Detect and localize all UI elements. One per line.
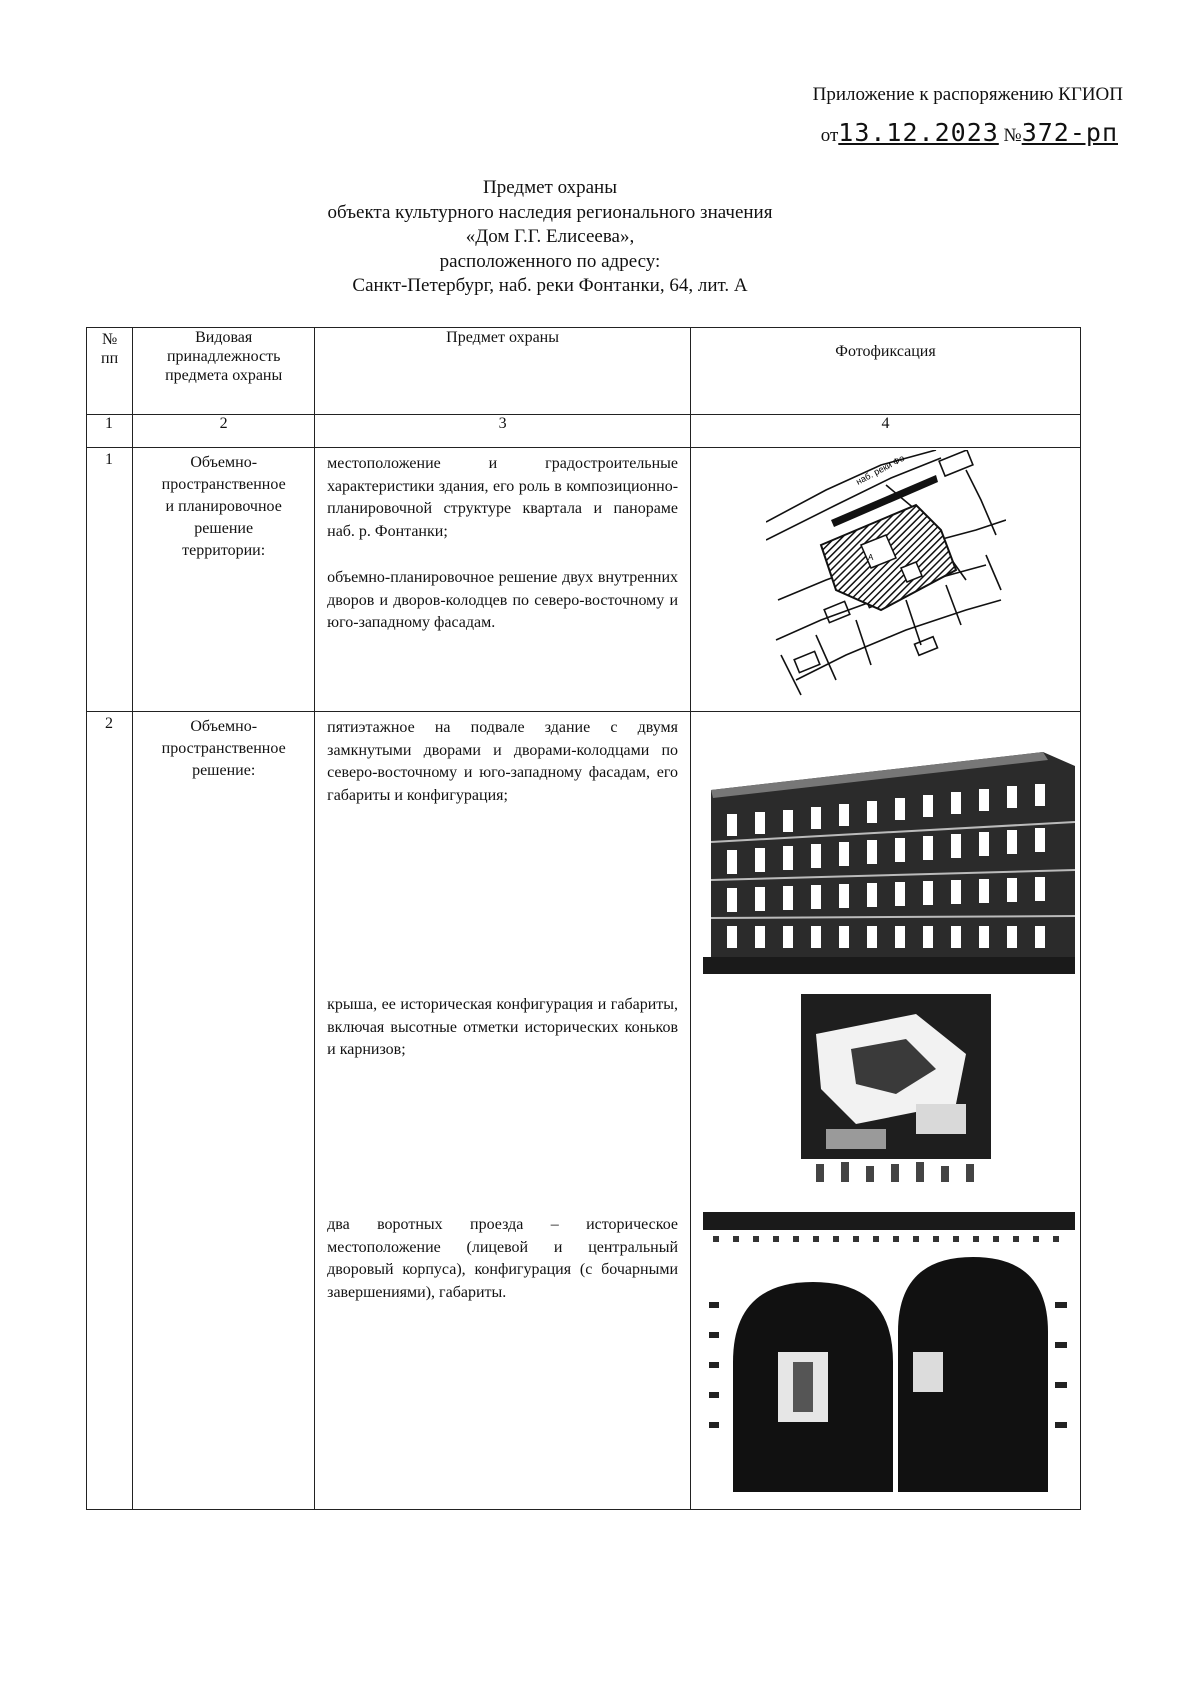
- appendix-label: Приложение к распоряжению КГИОП: [812, 84, 1123, 105]
- title-line-5: Санкт-Петербург, наб. реки Фонтанки, 64, лит. А: [352, 275, 748, 297]
- table-row: [87, 712, 1081, 1510]
- date-prefix: от: [820, 125, 839, 146]
- number-prefix: №: [1003, 125, 1022, 146]
- table-row: [87, 448, 1081, 712]
- title-line-4: расположенного по адресу:: [439, 250, 661, 272]
- order-date: 13.12.2023: [838, 118, 999, 147]
- subject-item: два воротных проезда – историческое местоположение (лицевой и центральный дворовый корпуса), конфигурация (с бочарными завершениями), габариты.: [327, 1216, 679, 1301]
- table-header-row: [87, 328, 1081, 415]
- header-photo: Фотофиксация: [691, 328, 1081, 415]
- order-reference: [821, 118, 1118, 147]
- document-title: [250, 176, 850, 299]
- subject-item: крыша, ее историческая конфигурация и габариты, включая высотные отметки исторических коньков и карнизов;: [327, 996, 679, 1058]
- row-kind: Объемно- пространственное решение:: [133, 712, 315, 1510]
- col-number: 3: [315, 415, 691, 448]
- photo-cell: [691, 448, 1081, 712]
- map-street-label: наб. реки Фо: [854, 452, 907, 487]
- roof-photo: [796, 994, 996, 1189]
- header-subject: Предмет охраны: [315, 328, 691, 415]
- title-line-2: объекта культурного наследия регионального значения: [327, 201, 773, 223]
- col-number: 4: [691, 415, 1081, 448]
- row-subject: [315, 448, 691, 712]
- header-number: № пп: [87, 328, 133, 415]
- header-kind: Видовая принадлежность предмета охраны: [133, 328, 315, 415]
- map-lit-label: А: [868, 553, 874, 562]
- row-number: 1: [87, 448, 133, 712]
- title-line-3: «Дом Г.Г. Елисеева»,: [465, 226, 635, 248]
- subject-item: объемно-планировочное решение двух внутренних дворов и дворов-колодцев по северо-восточному и юго-западному фасадам.: [327, 569, 679, 631]
- title-line-1: Предмет охраны: [483, 177, 617, 198]
- subject-item: пятиэтажное на подвале здание с двумя замкнутыми дворами и дворами-колодцами по северо-восточному и юго-западному фасадам, его габариты и конфигурация;: [327, 719, 679, 804]
- col-number: 1: [87, 415, 133, 448]
- site-plan-map: [766, 450, 1006, 700]
- facade-photo: [703, 732, 1075, 974]
- order-number: 372-рп: [1021, 118, 1118, 147]
- col-number: 2: [133, 415, 315, 448]
- column-number-row: [87, 415, 1081, 448]
- row-number: 2: [87, 712, 133, 1510]
- protection-table: [86, 327, 1081, 1510]
- row-kind: Объемно- пространственное и планировочное решение территории:: [133, 448, 315, 712]
- gateway-arches-photo: [703, 1212, 1075, 1492]
- photo-cell: [691, 712, 1081, 1510]
- row-subject: [315, 712, 691, 1510]
- subject-item: местоположение и градостроительные характеристики здания, его роль в композиционно-планировочной структуре квартала и панораме наб. р. Фонтанки;: [327, 455, 679, 540]
